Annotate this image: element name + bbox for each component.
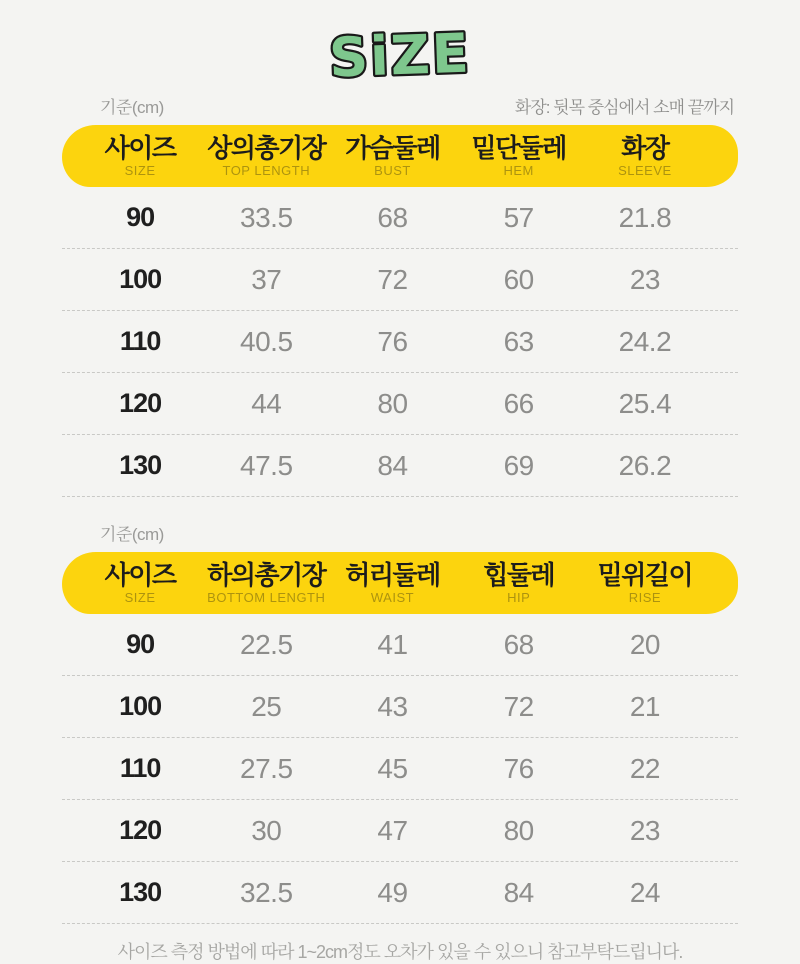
size-cell: 90	[126, 629, 155, 659]
column-label-en: RISE	[628, 589, 662, 605]
size-cell: 100	[119, 691, 162, 721]
column-label-ko: 화장	[621, 132, 669, 163]
page-title	[0, 0, 800, 92]
value-cell: 22	[629, 752, 660, 784]
column-label-en: HEM	[503, 162, 534, 178]
value-cell: 63	[503, 325, 534, 357]
value-cell: 45	[377, 752, 408, 784]
value-cell: 20	[629, 628, 660, 660]
value-cell: 23	[629, 814, 660, 846]
table-row	[62, 738, 738, 800]
header-cell-rise	[582, 559, 708, 605]
size-cell: 130	[119, 877, 162, 907]
table-header	[62, 552, 738, 614]
value-cell: 41	[377, 628, 408, 660]
sleeve-note: 화장: 뒷목 중심에서 소매 끝까지	[514, 98, 734, 117]
value-cell: 84	[503, 876, 534, 908]
value-cell: 47	[377, 814, 408, 846]
value-cell: 60	[503, 263, 534, 295]
header-cell-top-length	[203, 132, 329, 178]
value-cell: 49	[377, 876, 408, 908]
header-cell-size	[77, 559, 203, 605]
page-title-text: SiZE	[328, 21, 472, 90]
header-cell-hip	[456, 559, 582, 605]
size-cell: 110	[119, 326, 161, 356]
header-cell-bust	[329, 132, 455, 178]
table-header	[62, 125, 738, 187]
value-cell: 84	[377, 449, 408, 481]
table-row	[62, 676, 738, 738]
value-cell: 22.5	[240, 628, 293, 660]
size-table-top	[62, 125, 738, 497]
value-cell: 40.5	[240, 325, 293, 357]
header-cell-bottom-length	[203, 559, 329, 605]
header-cell-hem	[456, 132, 582, 178]
footer-note: 사이즈 측정 방법에 따라 1~2cm정도 오차가 있을 수 있으니 참고부탁드립니다.	[117, 942, 683, 962]
value-cell: 24.2	[618, 325, 672, 357]
header-cell-sleeve	[582, 132, 708, 178]
value-cell: 44	[251, 387, 282, 419]
header-cell-size	[77, 132, 203, 178]
value-cell: 43	[377, 690, 408, 722]
table-row	[62, 862, 738, 924]
value-cell: 23	[629, 263, 660, 295]
size-cell: 100	[119, 264, 162, 294]
column-label-ko: 사이즈	[104, 132, 176, 163]
column-label-en: BOTTOM LENGTH	[207, 589, 326, 605]
value-cell: 26.2	[618, 449, 672, 481]
size-cell: 120	[119, 815, 162, 845]
column-label-en: SIZE	[124, 162, 156, 178]
column-label-en: WAIST	[370, 589, 415, 605]
table-row	[62, 800, 738, 862]
table-row	[62, 187, 738, 249]
size-table-bottom	[62, 552, 738, 924]
column-label-en: SIZE	[124, 589, 156, 605]
column-label-ko: 힙둘레	[483, 559, 555, 590]
value-cell: 68	[503, 628, 534, 660]
table-row	[62, 311, 738, 373]
column-label-en: BUST	[374, 162, 411, 178]
value-cell: 72	[377, 263, 408, 295]
unit-label: 기준(cm)	[100, 98, 164, 117]
table-top-meta	[62, 92, 738, 118]
table-row	[62, 614, 738, 676]
column-label-ko: 밑위길이	[597, 559, 693, 590]
value-cell: 80	[503, 814, 534, 846]
value-cell: 68	[377, 201, 408, 233]
value-cell: 27.5	[240, 752, 293, 784]
column-label-ko: 상의총기장	[207, 132, 326, 163]
unit-label: 기준(cm)	[100, 525, 164, 544]
column-label-ko: 밑단둘레	[471, 132, 566, 163]
value-cell: 21.8	[618, 201, 672, 233]
value-cell: 72	[503, 690, 534, 722]
value-cell: 21	[629, 690, 660, 722]
table-bottom-meta	[62, 519, 738, 545]
header-cell-waist	[329, 559, 455, 605]
value-cell: 47.5	[240, 449, 293, 481]
table-row	[62, 435, 738, 497]
value-cell: 25.4	[618, 387, 672, 419]
column-label-ko: 사이즈	[104, 559, 176, 590]
value-cell: 30	[251, 814, 282, 846]
value-cell: 76	[377, 325, 408, 357]
value-cell: 80	[377, 387, 408, 419]
size-cell: 110	[119, 753, 161, 783]
column-label-en: SLEEVE	[618, 162, 672, 178]
value-cell: 57	[503, 201, 534, 233]
value-cell: 24	[629, 876, 660, 908]
size-cell: 120	[119, 388, 162, 418]
column-label-en: TOP LENGTH	[222, 162, 311, 178]
value-cell: 37	[251, 263, 282, 295]
value-cell: 32.5	[240, 876, 293, 908]
column-label-ko: 허리둘레	[345, 559, 440, 590]
value-cell: 69	[503, 449, 534, 481]
column-label-ko: 하의총기장	[207, 559, 326, 590]
table-row	[62, 373, 738, 435]
column-label-ko: 가슴둘레	[345, 132, 440, 163]
table-row	[62, 249, 738, 311]
size-title-graphic	[315, 21, 485, 91]
column-label-en: HIP	[507, 589, 531, 605]
size-cell: 130	[119, 450, 162, 480]
value-cell: 33.5	[240, 201, 293, 233]
value-cell: 76	[503, 752, 534, 784]
value-cell: 66	[503, 387, 534, 419]
size-cell: 90	[126, 202, 155, 232]
value-cell: 25	[251, 690, 282, 722]
